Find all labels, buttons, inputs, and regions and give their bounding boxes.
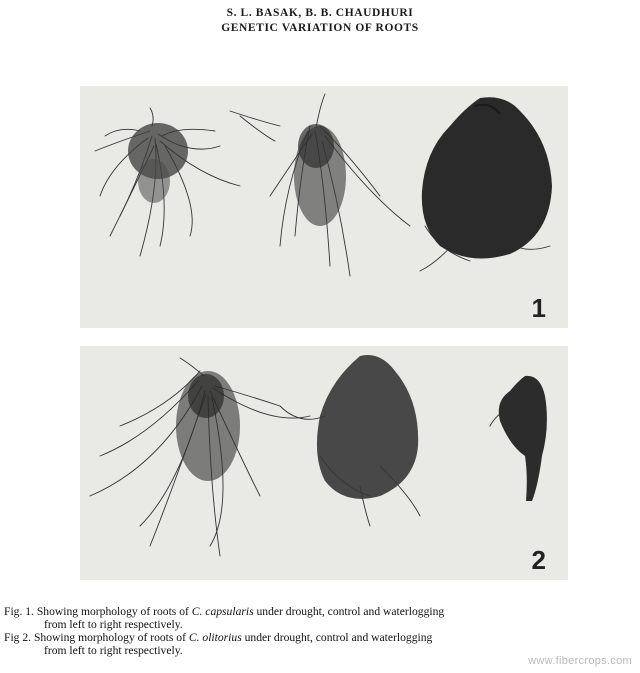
figure-2-caption-post: under drought, control and waterlogging	[241, 631, 433, 644]
watermark: www.fibercrops.com	[528, 655, 632, 667]
running-header	[0, 6, 640, 36]
figure-1-caption-species: C. capsularis	[191, 605, 254, 618]
figure-1-caption-pre: Fig. 1. Showing morphology of roots of	[4, 605, 192, 618]
figure-1-caption-line2: from left to right respectively.	[44, 618, 183, 631]
article-title: GENETIC VARIATION OF ROOTS	[221, 22, 419, 34]
authors: S. L. BASAK, B. B. CHAUDHURI	[226, 7, 414, 19]
figure-2-roots-drawing	[80, 346, 568, 580]
figure-1-caption-post: under drought, control and waterlogging	[253, 605, 445, 618]
figure-2-caption-pre: Fig 2. Showing morphology of roots of	[4, 631, 189, 644]
figure-1-roots-drawing	[80, 86, 568, 328]
figure-1-caption	[4, 605, 640, 631]
figure-2-caption-species: C. olitorius	[188, 631, 242, 644]
figure-1-photo	[80, 86, 568, 328]
figure-2-caption	[4, 631, 640, 657]
figure-2-number: 2	[531, 545, 546, 575]
figure-2-caption-line2: from left to right respectively.	[44, 644, 183, 657]
figure-1-number: 1	[531, 293, 546, 323]
figure-2-photo	[80, 346, 568, 580]
